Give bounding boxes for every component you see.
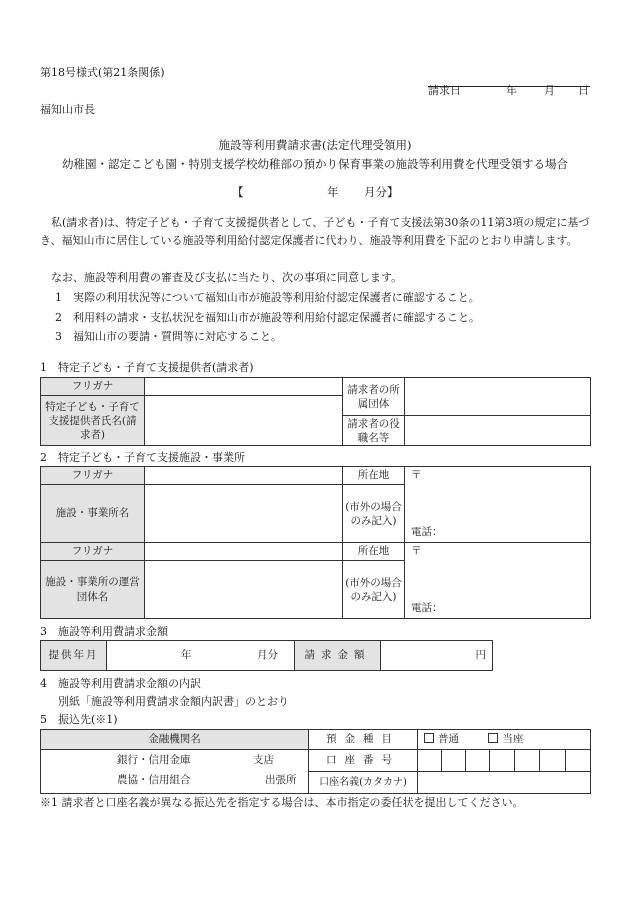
consent-item: 1 実際の利用状況等について福知山市が施設等利用給付認定保護者に確認すること。 — [55, 291, 480, 304]
account-digit[interactable] — [566, 750, 591, 772]
date-month: 月 — [544, 84, 555, 97]
zip-mark: 〒 — [411, 469, 422, 481]
consent-item: 2 利用料の請求・支払状況を福知山市が施設等利用給付認定保護者に確認すること。 — [55, 311, 480, 324]
account-name-field[interactable] — [418, 772, 591, 794]
bank-name-field[interactable] — [41, 750, 309, 794]
facility-table — [40, 466, 591, 619]
checkbox-current[interactable] — [488, 733, 498, 743]
declaration-paragraph: 私(請求者)は、特定子ども・子育て支援提供者として、子ども・子育て支援法第30条の11第3項の規定に基づき、福知山市に居住している施設等利用給付認定保護者に代わり、施設等利用費を下記のとおり申請します。 — [40, 216, 590, 247]
zip-mark: 〒 — [411, 545, 422, 557]
document-subtitle: 幼稚園・認定こども園・特別支援学校幼稚部の預かり保育事業の施設等利用費を代理受領する場合 — [62, 157, 568, 171]
furigana-label: フリガナ — [41, 543, 145, 561]
account-digit[interactable] — [490, 750, 515, 772]
operator-furigana-field[interactable] — [145, 543, 343, 561]
amount-field[interactable] — [381, 641, 493, 671]
request-date-line — [428, 84, 590, 97]
facility-furigana-field[interactable] — [145, 467, 343, 485]
provided-year-unit: 年 — [181, 649, 192, 661]
furigana-label: フリガナ — [41, 378, 145, 396]
address-label: 所在地 — [343, 543, 405, 561]
operator-name-label: 施設・事業所の運営団体名 — [41, 561, 145, 619]
account-digit[interactable] — [540, 750, 566, 772]
org-field[interactable] — [405, 378, 591, 416]
facility-name-label: 施設・事業所名 — [41, 485, 145, 543]
address-note: (市外の場合のみ記入) — [343, 485, 405, 543]
yen-unit: 円 — [475, 648, 486, 661]
provider-furigana-field[interactable] — [145, 378, 343, 396]
section1-title: 1 特定子ども・子育て支援提供者(請求者) — [40, 361, 254, 374]
operator-name-field[interactable] — [145, 561, 343, 619]
amount-label: 請求金額 — [295, 641, 381, 671]
breakdown-reference: 別紙「施設等利用費請求金額内訳書」のとおり — [58, 695, 289, 708]
period-open-bracket: 【 — [232, 185, 244, 199]
tel-label: 電話： — [411, 526, 443, 539]
position-label: 請求者の役職名等 — [343, 416, 405, 446]
date-day: 日 — [578, 84, 589, 97]
office-label: 出張所 — [265, 774, 297, 786]
address-note: (市外の場合のみ記入) — [343, 561, 405, 619]
account-name-label: 口座名義(カタカナ) — [309, 772, 418, 794]
addressee: 福知山市長 — [40, 103, 95, 116]
bank-table — [40, 729, 591, 794]
facility-address-field[interactable] — [405, 467, 591, 543]
date-year: 年 — [506, 84, 517, 97]
branch-label: 支店 — [253, 754, 274, 766]
period-month: 月分】 — [364, 185, 399, 199]
deposit-type-options — [418, 730, 591, 750]
position-field[interactable] — [405, 416, 591, 446]
furigana-label: フリガナ — [41, 467, 145, 485]
provider-table — [40, 377, 591, 446]
bank-type-2: 農協・信用組合 — [117, 774, 191, 786]
provided-month-label: 提供年月 — [41, 641, 107, 671]
form-number: 第18号様式(第21条関係) — [40, 66, 165, 79]
provided-month-unit: 月分 — [257, 649, 278, 661]
bank-type-1: 銀行・信用金庫 — [117, 754, 191, 766]
deposit-type-label: 預金種目 — [309, 730, 418, 750]
checkbox-normal[interactable] — [424, 733, 434, 743]
provider-name-label: 特定子ども・子育て支援提供者氏名(請求者) — [41, 396, 145, 446]
provider-name-field[interactable] — [145, 396, 343, 446]
section5-title: 5 振込先(※1) — [40, 713, 118, 726]
facility-name-field[interactable] — [145, 485, 343, 543]
section3-title: 3 施設等利用費請求金額 — [40, 625, 168, 638]
request-date-label: 請求日 — [428, 84, 461, 97]
deposit-current-label: 当座 — [502, 732, 524, 745]
section4-title: 4 施設等利用費請求金額の内訳 — [40, 677, 201, 690]
footnote: ※1 請求者と口座名義が異なる振込先を指定する場合は、本市指定の委任状を提出してください。 — [40, 796, 524, 809]
account-digit[interactable] — [515, 750, 540, 772]
account-digit[interactable] — [442, 750, 466, 772]
document-title: 施設等利用費請求書(法定代理受領用) — [218, 138, 412, 152]
provided-month-field[interactable] — [107, 641, 295, 671]
deposit-normal-label: 普通 — [438, 732, 459, 745]
address-label: 所在地 — [343, 467, 405, 485]
consent-item: 3 福知山市の要請・質問等に対応すること。 — [55, 330, 282, 343]
consent-paragraph: なお、施設等利用費の審査及び支払に当たり、次の事項に同意します。 — [51, 271, 403, 284]
account-digit[interactable] — [418, 750, 442, 772]
account-digit[interactable] — [466, 750, 490, 772]
period-year: 年 — [327, 185, 339, 199]
tel-label: 電話： — [411, 602, 443, 615]
amount-table — [40, 640, 493, 671]
org-label: 請求者の所属団体 — [343, 378, 405, 416]
bank-name-label: 金融機関名 — [41, 730, 309, 750]
operator-address-field[interactable] — [405, 543, 591, 619]
section2-title: 2 特定子ども・子育て支援施設・事業所 — [40, 451, 245, 464]
account-number-label: 口座番号 — [309, 750, 418, 772]
